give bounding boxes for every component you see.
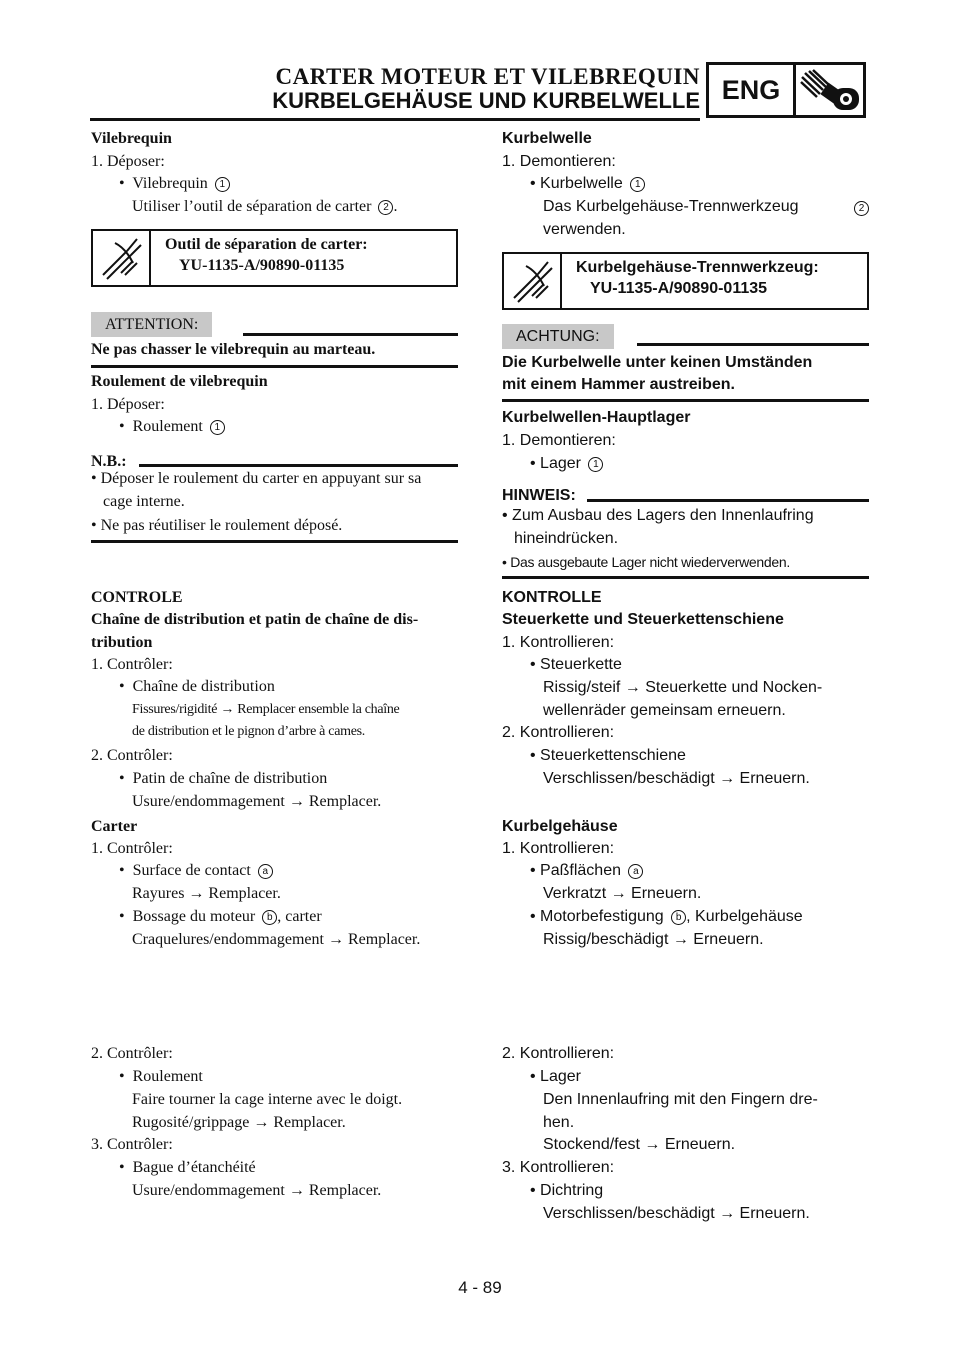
nb-item: • Zum Ausbau des Lagers den Innenlaufring (502, 507, 814, 524)
callout-number: 2 (378, 200, 393, 215)
item-note-cont: verwenden. (543, 221, 626, 238)
tool-code: YU-1135-A/90890-01135 (590, 280, 768, 297)
tool-icon-cell (504, 254, 562, 308)
callout-number: 1 (630, 177, 645, 192)
nb-rule (139, 464, 458, 467)
step-check: 3. Contrôler: (91, 1136, 173, 1153)
item-label: Bague d’étanchéité (132, 1159, 256, 1176)
item-label: Roulement (132, 418, 203, 435)
section-title-crankcase: Kurbelgehäuse (502, 818, 618, 835)
nb-text: Zum Ausbau des Lagers den Innenlaufring (512, 507, 814, 524)
item-label: Motorbefestigung (540, 908, 664, 925)
item-detail: Usure/endommagement → Remplacer. (132, 1182, 382, 1199)
section-title-control: CONTROLE (91, 589, 183, 606)
step-remove: 1. Déposer: (91, 153, 165, 170)
note-text: Utiliser l’outil de séparation de carter (132, 198, 372, 215)
section-title-chain: Steuerkette und Steuerkettenschiene (502, 611, 784, 628)
attention-bottom-rule (502, 399, 869, 402)
item-label: Chaîne de distribution (132, 678, 275, 695)
step-check: 2. Contrôler: (91, 747, 173, 764)
list-item: • Patin de chaîne de distribution (119, 770, 328, 787)
item-label-cont: , carter (277, 908, 322, 925)
item-detail: Rugosité/grippage → Remplacer. (132, 1114, 346, 1131)
item-detail: hen. (543, 1114, 575, 1131)
nb-item: • Ne pas réutiliser le roulement déposé. (91, 517, 343, 534)
callout-number: 1 (215, 177, 230, 192)
nb-text: Das ausgebaute Lager nicht wiederverwenden. (510, 554, 790, 570)
section-title-control: KONTROLLE (502, 589, 602, 606)
item-label: Paßflächen (540, 862, 621, 879)
section-title-crankshaft: Kurbelwelle (502, 130, 592, 147)
wrench-tool-icon (504, 254, 560, 308)
nb-text: Déposer le roulement du carter en appuyant sur sa (100, 470, 422, 487)
nb-label: N.B.: (91, 453, 127, 470)
item-detail: wellenräder gemeinsam erneuern. (543, 702, 786, 719)
special-tool-box (91, 229, 458, 287)
eng-badge-box (706, 62, 866, 118)
note-text: Das Kurbelgehäuse-Trennwerkzeug (543, 198, 799, 215)
item-detail: Usure/endommagement → Remplacer. (132, 793, 382, 810)
item-label: Vilebrequin (132, 175, 208, 192)
nb-item: • Das ausgebaute Lager nicht wiederverwenden. (502, 554, 790, 570)
item-note: Utiliser l’outil de séparation de carter 2 . (132, 198, 398, 215)
header-title-fr: CARTER MOTEUR ET VILEBREQUIN (275, 64, 700, 89)
item-detail: Craquelures/endommagement → Remplacer. (132, 931, 421, 948)
step-check: 2. Contrôler: (91, 1045, 173, 1062)
callout-number: 1 (588, 457, 603, 472)
step-remove: 1. Demontieren: (502, 153, 616, 170)
item-label: Steuerkettenschiene (540, 747, 686, 764)
nb-bottom-rule (502, 576, 869, 579)
item-label: Dichtring (540, 1182, 604, 1199)
item-detail: Rayures → Remplacer. (132, 885, 281, 902)
item-detail: de distribution et le pignon d’arbre à cames. (132, 724, 365, 739)
step-check: 1. Contrôler: (91, 656, 173, 673)
nb-label: HINWEIS: (502, 487, 576, 504)
section-title-crankcase: Carter (91, 818, 138, 835)
step-remove: 1. Déposer: (91, 396, 165, 413)
list-item: • Roulement (119, 1068, 203, 1085)
list-item: • Steuerkette (530, 656, 622, 673)
list-item: • Lager (530, 1068, 581, 1085)
list-item: • Chaîne de distribution (119, 678, 275, 695)
eng-badge-divider (793, 65, 796, 115)
tool-icon-cell (93, 231, 151, 285)
list-item: • Roulement 1 (119, 418, 225, 436)
list-item: • Lager 1 (530, 455, 603, 473)
section-title-chain-cont: tribution (91, 634, 153, 651)
item-label: Lager (540, 1068, 581, 1085)
item-label: Surface de contact (132, 862, 251, 879)
list-item: • Kurbelwelle 1 (530, 175, 645, 193)
attention-label: ATTENTION: (91, 312, 212, 337)
list-item: • Surface de contact a (119, 862, 273, 880)
nb-text-cont: hineindrücken. (514, 530, 619, 547)
nb-bottom-rule (91, 540, 458, 543)
list-item: • Dichtring (530, 1182, 604, 1199)
step-check: 1. Kontrollieren: (502, 634, 615, 651)
attention-rule (637, 343, 869, 346)
step-remove: 1. Demontieren: (502, 432, 616, 449)
item-detail: Den Innenlaufring mit den Fingern dre- (543, 1091, 818, 1108)
section-title-crankshaft: Vilebrequin (91, 130, 172, 147)
attention-bottom-rule (91, 365, 458, 368)
header-rule (90, 118, 700, 121)
list-item: • Bague d’étanchéité (119, 1159, 256, 1176)
item-detail: Verschlissen/beschädigt → Erneuern. (543, 770, 810, 787)
nb-text: Ne pas réutiliser le roulement déposé. (100, 517, 343, 534)
list-item: • Steuerkettenschiene (530, 747, 686, 764)
list-item: • Paßflächen a (530, 862, 643, 880)
wrench-tool-icon (93, 231, 149, 285)
attention-text: Die Kurbelwelle unter keinen Umständen (502, 354, 813, 371)
item-detail: Fissures/rigidité → Remplacer ensemble la chaîne (132, 702, 400, 717)
item-label: Roulement (132, 1068, 203, 1085)
header-title-de: KURBELGEHÄUSE UND KURBELWELLE (272, 88, 700, 113)
section-title-bearing: Kurbelwellen-Hauptlager (502, 409, 691, 426)
item-note (543, 198, 869, 216)
item-label: Patin de chaîne de distribution (132, 770, 328, 787)
callout-letter: a (258, 864, 273, 879)
attention-label: ACHTUNG: (502, 324, 614, 349)
item-detail: Stockend/fest → Erneuern. (543, 1136, 736, 1153)
special-tool-box (502, 252, 869, 310)
list-item: • Motorbefestigung b , Kurbelgehäuse (530, 908, 803, 925)
tool-name: Outil de séparation de carter: (165, 236, 368, 253)
nb-item: • Déposer le roulement du carter en appuyant sur sa (91, 470, 422, 487)
section-title-chain: Chaîne de distribution et patin de chaîne de dis- (91, 611, 419, 628)
section-title-bearing: Roulement de vilebrequin (91, 373, 268, 390)
item-detail: Faire tourner la cage interne avec le doigt. (132, 1091, 403, 1108)
item-label-cont: , Kurbelgehäuse (686, 908, 803, 925)
list-item: • Vilebrequin 1 (119, 175, 230, 193)
callout-number: 1 (210, 420, 225, 435)
item-detail: Verschlissen/beschädigt → Erneuern. (543, 1205, 810, 1222)
callout-number: 2 (854, 201, 869, 216)
eng-badge: ENG (721, 75, 781, 105)
nb-rule (587, 499, 869, 502)
callout-letter: b (671, 910, 686, 925)
step-check: 1. Kontrollieren: (502, 840, 615, 857)
step-check: 2. Kontrollieren: (502, 724, 615, 741)
callout-letter: a (628, 864, 643, 879)
attention-text-cont: mit einem Hammer austreiben. (502, 376, 735, 393)
item-label: Steuerkette (540, 656, 622, 673)
tool-name: Kurbelgehäuse-Trennwerkzeug: (576, 259, 819, 276)
attention-rule (243, 333, 458, 336)
page-number: 4 - 89 (458, 1278, 502, 1297)
item-detail: Rissig/beschädigt → Erneuern. (543, 931, 764, 948)
step-check: 2. Kontrollieren: (502, 1045, 615, 1062)
item-label: Kurbelwelle (540, 175, 623, 192)
nb-text-cont: cage interne. (103, 493, 185, 510)
callout-letter: b (262, 910, 277, 925)
step-check: 1. Contrôler: (91, 840, 173, 857)
item-label: Lager (540, 455, 581, 472)
item-detail: Rissig/steif → Steuerkette und Nocken- (543, 679, 823, 696)
step-check: 3. Kontrollieren: (502, 1159, 615, 1176)
list-item: • Bossage du moteur b , carter (119, 908, 322, 925)
item-label: Bossage du moteur (132, 908, 256, 925)
item-detail: Verkratzt → Erneuern. (543, 885, 702, 902)
attention-text: Ne pas chasser le vilebrequin au marteau. (91, 341, 376, 358)
wrench-ratchet-icon (799, 68, 863, 114)
tool-code: YU-1135-A/90890-01135 (179, 257, 345, 274)
